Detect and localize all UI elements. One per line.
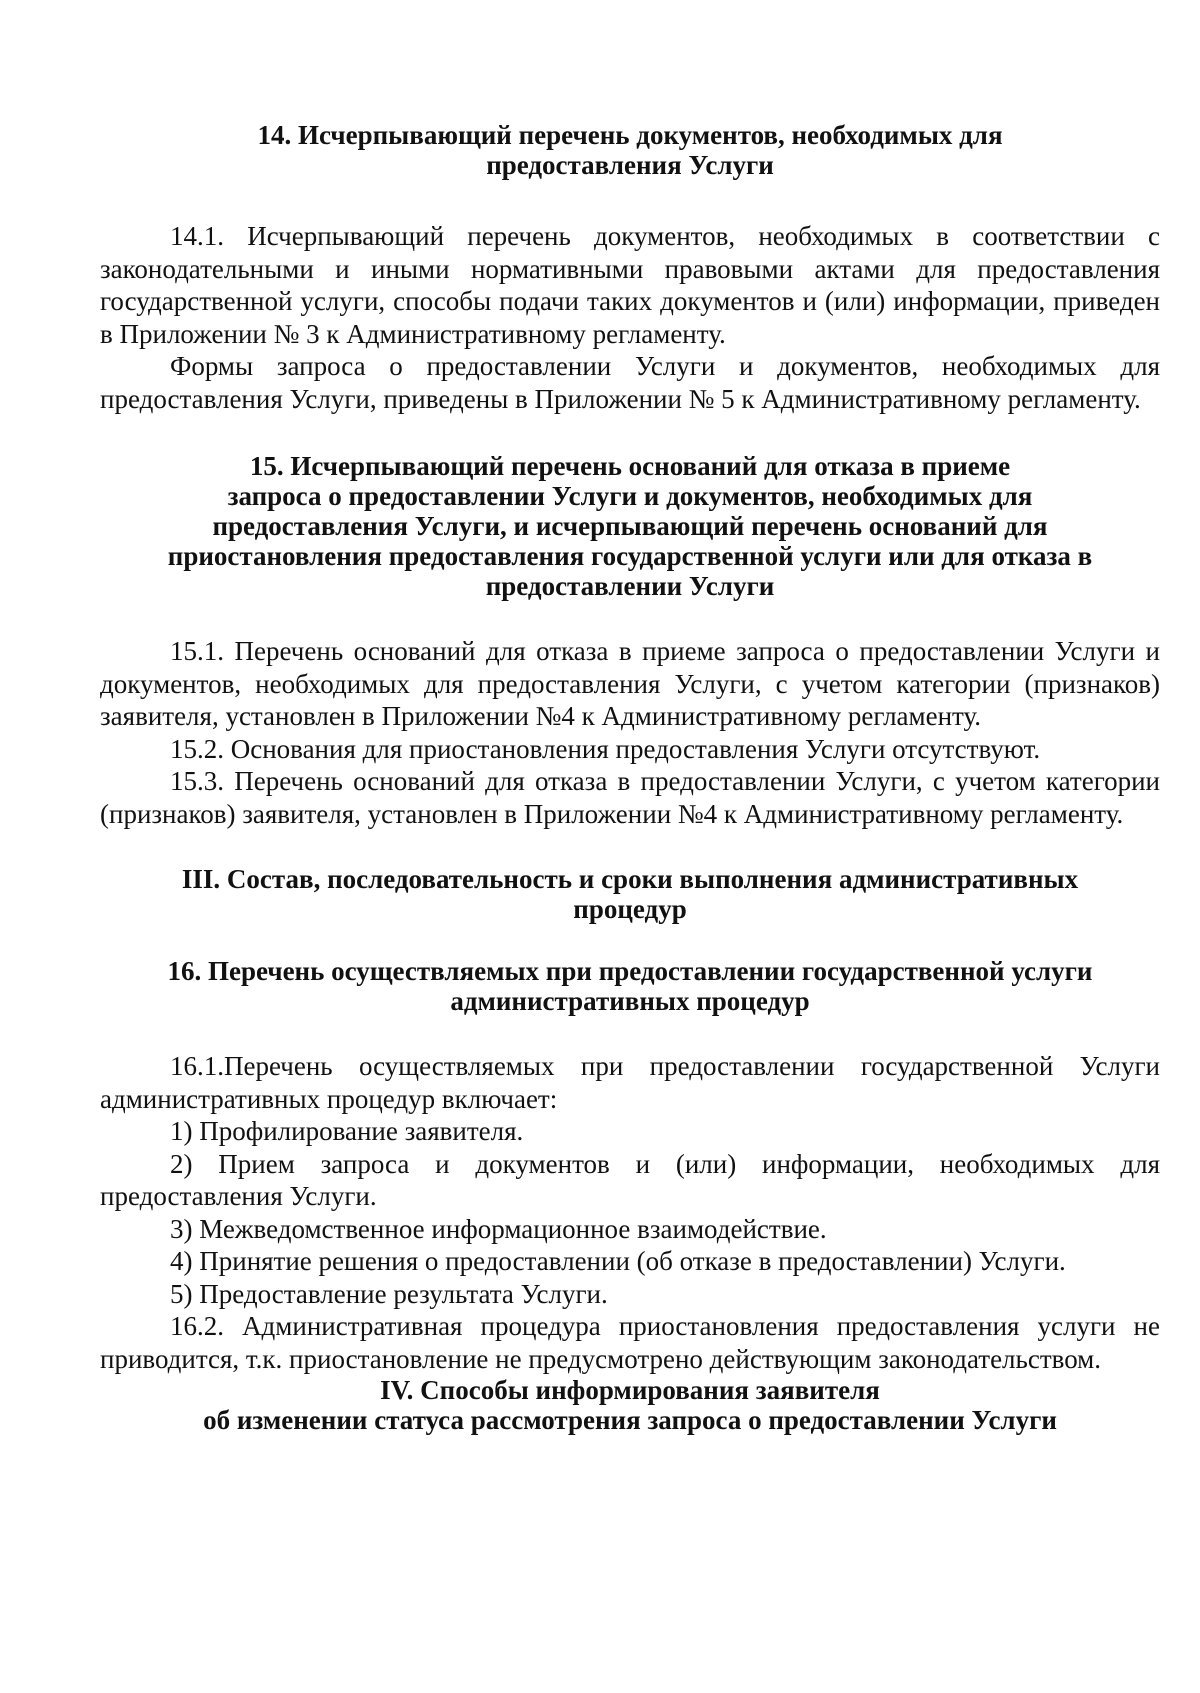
heading-line: 16. Перечень осуществляемых при предоставлении государственной услуги [167,956,1093,986]
list-item: 5) Предоставление результата Услуги. [170,1278,608,1309]
heading-line: IV. Способы информирования заявителя [380,1375,880,1405]
section-III-heading [100,864,1160,924]
paragraph-14-forms: Формы запроса о предоставлении Услуги и документов, необходимых для предоставления Услуги, приведены в Приложении № 5 к Административному регламенту. [100,351,1160,414]
heading-line: об изменении статуса рассмотрения запроса о предоставлении Услуги [203,1405,1057,1435]
paragraph-16-2: 16.2. Административная процедура приостановления предоставления услуги не приводится, т.к. приостановление не предусмотрено действующим законодательством. [100,1311,1160,1374]
list-item: 3) Межведомственное информационное взаимодействие. [170,1213,827,1244]
heading-line: предоставлении Услуги [485,571,775,601]
paragraph-14-1: 14.1. Исчерпывающий перечень документов, необходимых в соответствии с законодательными и иными нормативными правовыми актами для предоставления государственной услуги, способы подачи таких документов и (или) информации, приведен в Приложении № 3 к Административному регламенту. [100,221,1160,349]
section-15-heading [100,451,1160,601]
section-IV-heading [100,1375,1160,1435]
paragraph-15-2: 15.2. Основания для приостановления предоставления Услуги отсутствуют. [170,733,1041,764]
paragraph-16-1: 16.1.Перечень осуществляемых при предоставлении государственной Услуги административных процедур включает: [100,1051,1160,1114]
list-item: 4) Принятие решения о предоставлении (об отказе в предоставлении) Услуги. [170,1246,1066,1276]
heading-line: 14. Исчерпывающий перечень документов, необходимых для [257,120,1003,150]
heading-line: предоставления Услуги [486,150,774,180]
section-16-heading [100,956,1160,1016]
heading-line: предоставления Услуги, и исчерпывающий перечень оснований для [212,511,1048,541]
paragraph-15-1: 15.1. Перечень оснований для отказа в приеме запроса о предоставлении Услуги и документов, необходимых для предоставления Услуги, с учетом категории (признаков) заявителя, установлен в Приложении №4 к Административному регламенту. [100,636,1160,731]
section-14-heading [100,120,1160,180]
list-item: 2) Прием запроса и документов и (или) информации, необходимых для предоставления Услуги. [100,1148,1160,1211]
heading-line: 15. Исчерпывающий перечень оснований для отказа в приеме [249,451,1011,481]
heading-line: запроса о предоставлении Услуги и документов, необходимых для [227,481,1033,511]
heading-line: III. Состав, последовательность и сроки выполнения административных [181,864,1079,894]
document-page [100,120,1160,1435]
heading-line: процедур [573,894,687,924]
heading-line: административных процедур [450,986,810,1016]
list-item: 1) Профилирование заявителя. [170,1116,524,1146]
paragraph-15-3: 15.3. Перечень оснований для отказа в предоставлении Услуги, с учетом категории (признаков) заявителя, установлен в Приложении №4 к Административному регламенту. [100,766,1160,829]
heading-line: приостановления предоставления государственной услуги или для отказа в [167,541,1093,571]
